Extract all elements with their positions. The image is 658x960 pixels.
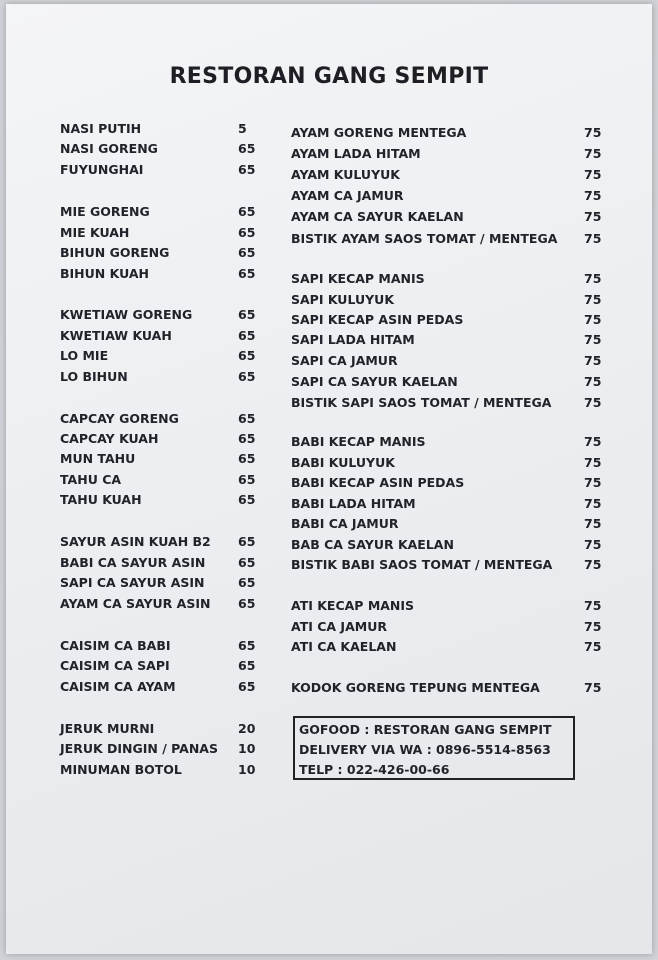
menu-item-price: 65 (238, 658, 256, 673)
menu-item-name: CAPCAY KUAH (60, 431, 159, 446)
menu-item-price: 65 (238, 534, 256, 549)
menu-item (60, 450, 268, 468)
menu-item (60, 161, 268, 179)
delivery-line: DELIVERY VIA WA : 0896-5514-8563 (299, 742, 551, 757)
menu-item (291, 311, 614, 329)
menu-item-price: 65 (238, 679, 256, 694)
menu-item (60, 347, 268, 365)
menu-item (60, 491, 268, 509)
menu-item-price: 65 (238, 348, 256, 363)
menu-item-name: LO BIHUN (60, 369, 128, 384)
menu-item (60, 430, 268, 448)
menu-item-price: 75 (584, 271, 602, 286)
menu-item-price: 75 (584, 619, 602, 634)
menu-item-price: 65 (238, 451, 256, 466)
menu-item-price: 65 (238, 555, 256, 570)
menu-item-name: NASI GORENG (60, 141, 158, 156)
menu-item (291, 474, 614, 492)
menu-item-name: ATI KECAP MANIS (291, 598, 415, 613)
menu-item-price: 75 (584, 332, 602, 347)
menu-item-name: MIE GORENG (60, 204, 150, 219)
menu-item (291, 291, 614, 309)
menu-item-price: 20 (238, 721, 256, 736)
menu-item-price: 75 (584, 146, 602, 161)
menu-item (60, 657, 268, 675)
menu-item-name: CAISIM CA SAPI (60, 658, 170, 673)
menu-item-name: MINUMAN BOTOL (60, 762, 182, 777)
gofood-line: GOFOOD : RESTORAN GANG SEMPIT (299, 722, 552, 737)
menu-item-name: SAYUR ASIN KUAH B2 (60, 534, 211, 549)
menu-item-name: BABI CA SAYUR ASIN (60, 555, 206, 570)
menu-item-price: 75 (584, 188, 602, 203)
menu-item-name: ATI CA KAELAN (291, 639, 397, 654)
menu-item-name: KWETIAW GORENG (60, 307, 193, 322)
menu-item-name: FUYUNGHAI (60, 162, 144, 177)
menu-item-price: 75 (584, 374, 602, 389)
menu-item-name: TAHU KUAH (60, 492, 142, 507)
menu-item-price: 65 (238, 141, 256, 156)
menu-item (60, 410, 268, 428)
menu-item-price: 65 (238, 307, 256, 322)
menu-item-name: SAPI CA SAYUR ASIN (60, 575, 205, 590)
menu-item-name: AYAM LADA HITAM (291, 146, 421, 161)
menu-item-name: JERUK MURNI (60, 721, 155, 736)
menu-item-price: 75 (584, 125, 602, 140)
menu-item-price: 65 (238, 431, 256, 446)
menu-item-price: 65 (238, 266, 256, 281)
menu-item-name: BABI KULUYUK (291, 455, 395, 470)
menu-item-price: 75 (584, 353, 602, 368)
menu-item (291, 124, 614, 142)
menu-item-price: 75 (584, 292, 602, 307)
menu-item-price: 75 (584, 516, 602, 531)
menu-item-name: SAPI CA JAMUR (291, 353, 398, 368)
menu-item-price: 75 (584, 639, 602, 654)
menu-item-price: 75 (584, 557, 602, 572)
menu-item-name: MUN TAHU (60, 451, 136, 466)
menu-item-price: 5 (238, 121, 247, 136)
menu-item-price: 65 (238, 596, 256, 611)
menu-item (60, 595, 268, 613)
menu-item (291, 208, 614, 226)
menu-item-name: KODOK GORENG TEPUNG MENTEGA (291, 680, 540, 695)
menu-item (291, 454, 614, 472)
menu-item-name: BISTIK BABI SAOS TOMAT / MENTEGA (291, 557, 553, 572)
menu-item-price: 65 (238, 162, 256, 177)
menu-item-name: BISTIK AYAM SAOS TOMAT / MENTEGA (291, 231, 558, 246)
menu-item (60, 533, 268, 551)
menu-item-price: 65 (238, 225, 256, 240)
menu-item-name: MIE KUAH (60, 225, 130, 240)
menu-item-price: 65 (238, 369, 256, 384)
menu-item (60, 265, 268, 283)
menu-item (60, 327, 268, 345)
menu-item (291, 515, 614, 533)
menu-item-name: KWETIAW KUAH (60, 328, 172, 343)
menu-item-name: SAPI KECAP MANIS (291, 271, 425, 286)
menu-item (291, 679, 614, 697)
menu-item-name: CAPCAY GORENG (60, 411, 179, 426)
menu-item-price: 10 (238, 741, 256, 756)
menu-item (291, 638, 614, 656)
menu-item (60, 471, 268, 489)
menu-sheet (6, 4, 652, 954)
menu-item-name: BAB CA SAYUR KAELAN (291, 537, 454, 552)
menu-item (60, 120, 268, 138)
menu-item-name: AYAM CA JAMUR (291, 188, 404, 203)
menu-item-name: BABI CA JAMUR (291, 516, 399, 531)
menu-item (291, 433, 614, 451)
menu-item-name: SAPI LADA HITAM (291, 332, 415, 347)
menu-item (291, 352, 614, 370)
menu-item-name: AYAM CA SAYUR KAELAN (291, 209, 464, 224)
menu-item (60, 306, 268, 324)
menu-item-price: 75 (584, 537, 602, 552)
menu-item (291, 556, 614, 574)
menu-item-price: 75 (584, 312, 602, 327)
menu-item (291, 145, 614, 163)
menu-item-name: NASI PUTIH (60, 121, 142, 136)
contact-box (293, 716, 575, 780)
menu-item-name: BISTIK SAPI SAOS TOMAT / MENTEGA (291, 395, 552, 410)
menu-item-price: 65 (238, 204, 256, 219)
menu-item (60, 224, 268, 242)
menu-item-name: SAPI KULUYUK (291, 292, 395, 307)
menu-item (291, 270, 614, 288)
menu-item (60, 678, 268, 696)
menu-item (291, 166, 614, 184)
menu-item-price: 10 (238, 762, 256, 777)
menu-item-price: 75 (584, 209, 602, 224)
menu-item-name: BABI KECAP MANIS (291, 434, 426, 449)
menu-item (60, 720, 268, 738)
phone-line: TELP : 022-426-00-66 (299, 762, 450, 777)
menu-item (291, 536, 614, 554)
menu-item (60, 203, 268, 221)
menu-item-price: 65 (238, 575, 256, 590)
menu-item (291, 230, 614, 248)
menu-item-price: 75 (584, 231, 602, 246)
menu-item-name: JERUK DINGIN / PANAS (60, 741, 218, 756)
menu-item (60, 761, 268, 779)
menu-item (60, 368, 268, 386)
menu-item-price: 75 (584, 475, 602, 490)
menu-item-name: BABI LADA HITAM (291, 496, 416, 511)
menu-item-name: ATI CA JAMUR (291, 619, 387, 634)
menu-item-price: 65 (238, 638, 256, 653)
menu-item-name: LO MIE (60, 348, 109, 363)
menu-item (60, 554, 268, 572)
menu-item-name: BIHUN GORENG (60, 245, 170, 260)
menu-item-price: 65 (238, 245, 256, 260)
menu-item-price: 65 (238, 472, 256, 487)
menu-item-name: AYAM CA SAYUR ASIN (60, 596, 211, 611)
menu-item-price: 75 (584, 496, 602, 511)
menu-item-price: 75 (584, 455, 602, 470)
menu-item-price: 75 (584, 434, 602, 449)
menu-item-price: 65 (238, 411, 256, 426)
menu-item-name: TAHU CA (60, 472, 122, 487)
menu-item-name: AYAM GORENG MENTEGA (291, 125, 467, 140)
menu-item-name: CAISIM CA BABI (60, 638, 171, 653)
menu-item (291, 597, 614, 615)
menu-item (291, 394, 614, 412)
menu-item-price: 75 (584, 598, 602, 613)
menu-item (291, 331, 614, 349)
menu-item-name: BIHUN KUAH (60, 266, 149, 281)
menu-item (60, 574, 268, 592)
menu-item-name: AYAM KULUYUK (291, 167, 400, 182)
menu-item (291, 373, 614, 391)
menu-item (291, 495, 614, 513)
restaurant-title: RESTORAN GANG SEMPIT (169, 64, 489, 89)
menu-item-name: CAISIM CA AYAM (60, 679, 176, 694)
menu-item-price: 75 (584, 680, 602, 695)
menu-item-name: SAPI KECAP ASIN PEDAS (291, 312, 464, 327)
menu-item-name: BABI KECAP ASIN PEDAS (291, 475, 465, 490)
menu-item (291, 618, 614, 636)
menu-item-price: 65 (238, 328, 256, 343)
menu-item (60, 637, 268, 655)
menu-item-price: 75 (584, 167, 602, 182)
menu-item (291, 187, 614, 205)
menu-item-name: SAPI CA SAYUR KAELAN (291, 374, 458, 389)
menu-item (60, 140, 268, 158)
menu-item (60, 740, 268, 758)
menu-item-price: 75 (584, 395, 602, 410)
menu-item (60, 244, 268, 262)
menu-item-price: 65 (238, 492, 256, 507)
